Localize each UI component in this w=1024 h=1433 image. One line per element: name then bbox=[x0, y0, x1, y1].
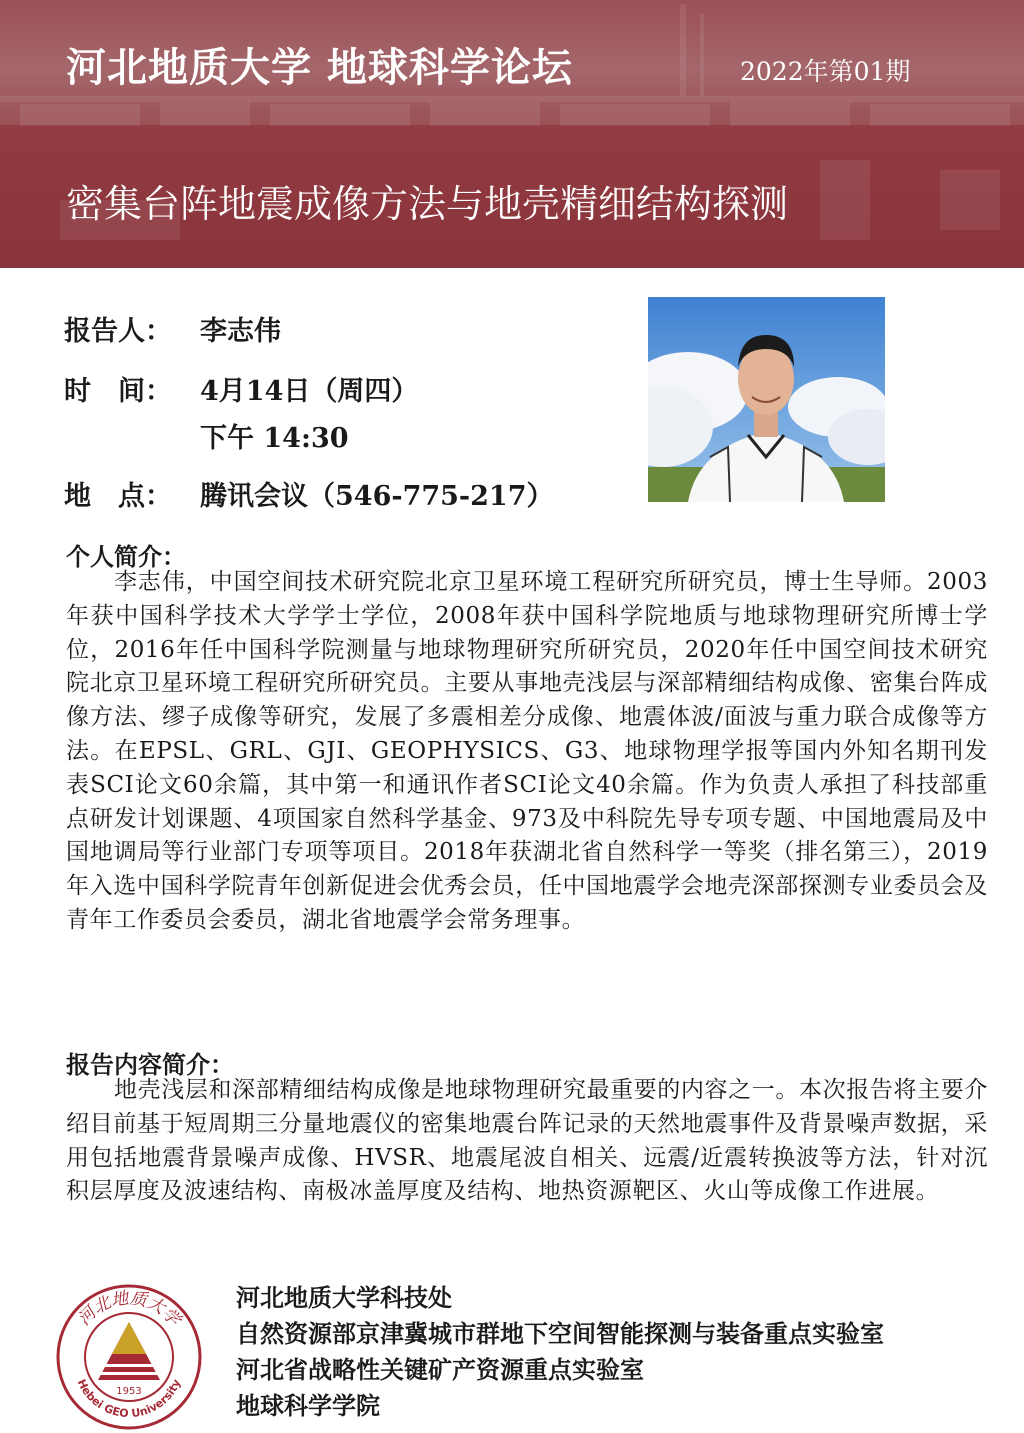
issue-number: 2022年第01期 bbox=[740, 57, 911, 86]
location-row bbox=[64, 474, 554, 513]
header-banner bbox=[0, 0, 1024, 268]
organizer-item: 河北省战略性关键矿产资源重点实验室 bbox=[236, 1355, 644, 1384]
talk-title: 密集台阵地震成像方法与地壳精细结构探测 bbox=[66, 182, 789, 226]
organizer-item: 地球科学学院 bbox=[236, 1391, 380, 1420]
location-value: 腾讯会议（546-775-217） bbox=[200, 481, 554, 512]
seal-year: 1953 bbox=[116, 1386, 142, 1397]
time-row bbox=[64, 369, 418, 408]
seal-bottom-text: Hebei GEO University bbox=[74, 1377, 184, 1421]
time-clock: 下午 14:30 bbox=[200, 423, 349, 454]
location-label: 地 点： bbox=[64, 481, 172, 512]
time-clock-row bbox=[64, 416, 349, 455]
organizer-item: 自然资源部京津冀城市群地下空间智能探测与装备重点实验室 bbox=[236, 1319, 884, 1348]
speaker-label: 报告人： bbox=[64, 316, 172, 347]
time-date: 4月14日（周四） bbox=[200, 376, 419, 407]
speaker-row bbox=[64, 309, 281, 348]
time-label: 时 间： bbox=[64, 376, 172, 407]
organizer-item: 河北地质大学科技处 bbox=[236, 1283, 452, 1312]
organizers-list bbox=[236, 1280, 884, 1424]
speaker-name: 李志伟 bbox=[200, 316, 281, 347]
abstract-text: 地壳浅层和深部精细结构成像是地球物理研究最重要的内容之一。本次报告将主要介绍目前基于短周期三分量地震仪的密集地震台阵记录的天然地震事件及背景噪声数据，采用包括地震背景噪声成像、HVSR、地震尾波自相关、远震/近震转换波等方法，针对沉积层厚度及波速结构、南极冰盖厚度及结构、地热资源靶区、火山等成像工作进展。 bbox=[66, 1077, 988, 1205]
bio-heading: 个人简介： bbox=[66, 542, 186, 571]
seal-top-text: 河北地质大学 bbox=[74, 1288, 184, 1330]
bio-text: 李志伟，中国空间技术研究院北京卫星环境工程研究所研究员，博士生导师。2003年获中国科学技术大学学士学位，2008年获中国科学院地质与地球物理研究所博士学位，2016年任中国科学院测量与地球物理研究所研究员，2020年任中国空间技术研究院北京卫星环境工程研究所研究员。主要从事地壳浅层与深部精细结构成像、密集台阵成像方法、缪子成像等研究，发展了多震相差分成像、地震体波/面波与重力联合成像等方法。在EPSL、GRL、GJI、GEOPHYSICS、G3、地球物理学报等国内外知名期刊发表SCI论文60余篇，其中第一和通讯作者SCI论文40余篇。作为负责人承担了科技部重点研发计划课题、4项国家自然科学基金、973及中科院先导专项专题、中国地震局及中国地调局等行业部门专项等项目。2018年获湖北省自然科学一等奖（排名第三），2019年入选中国科学院青年创新促进会优秀会员，任中国地震学会地壳深部探测专业委员会及青年工作委员会委员，湖北省地震学会常务理事。 bbox=[66, 569, 988, 933]
svg-text:Hebei GEO University bbox=[75, 1377, 184, 1420]
speaker-photo bbox=[648, 297, 885, 502]
forum-title: 河北地质大学 地球科学论坛 bbox=[66, 45, 573, 91]
university-seal-logo bbox=[56, 1284, 202, 1430]
abstract-heading: 报告内容简介： bbox=[66, 1050, 234, 1079]
